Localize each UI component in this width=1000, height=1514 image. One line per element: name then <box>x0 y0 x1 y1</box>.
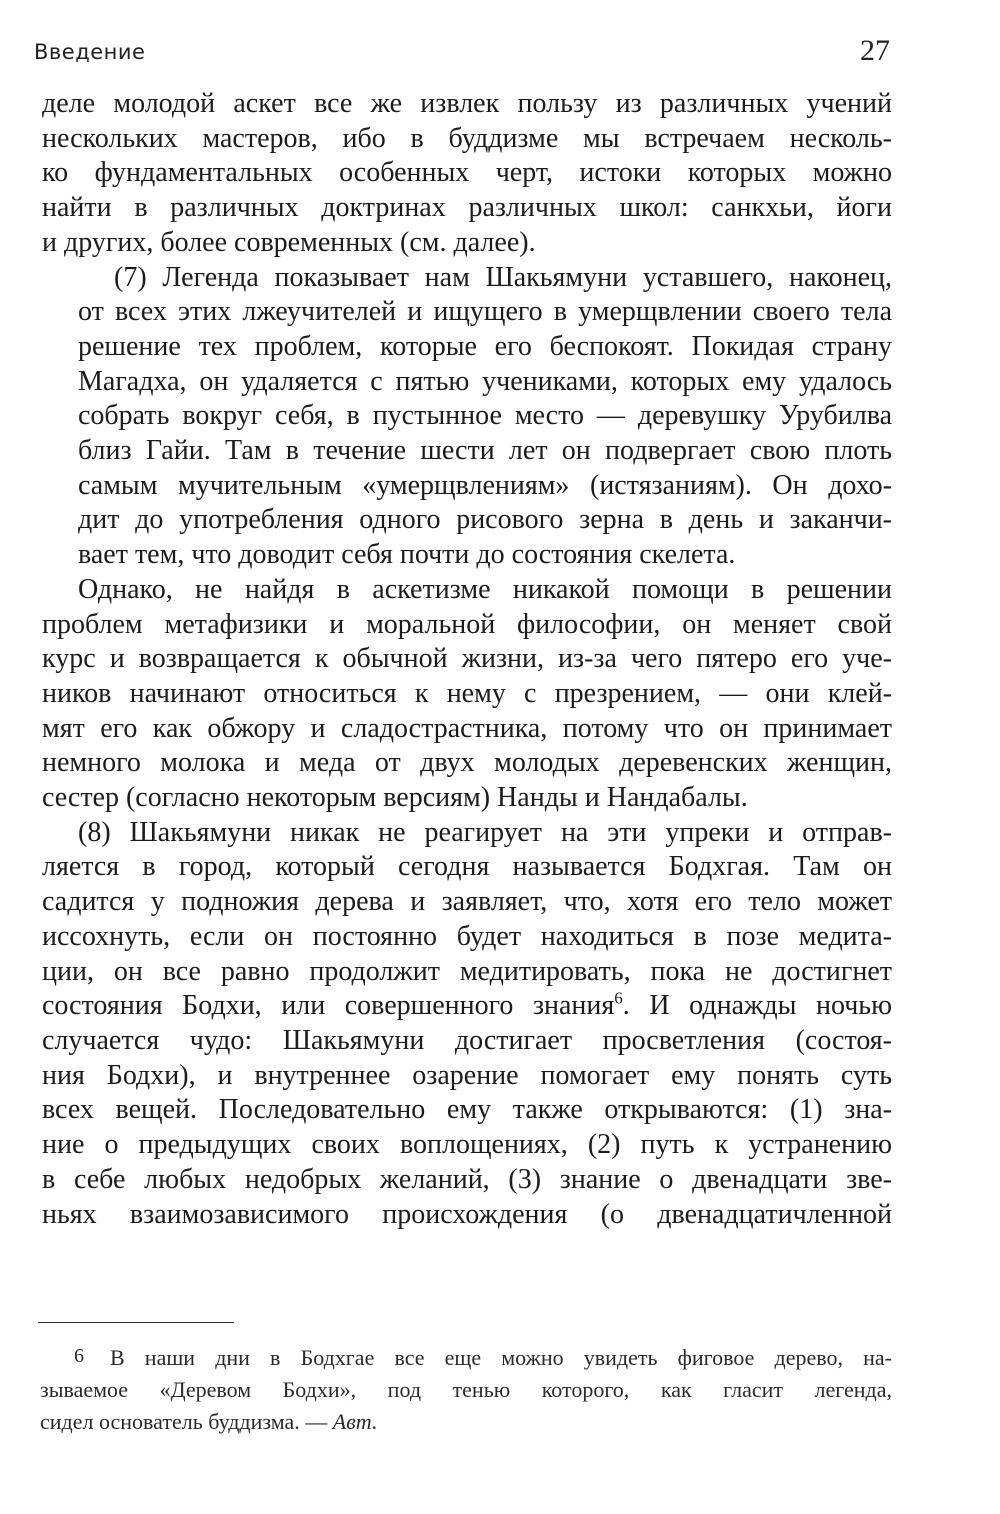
text-line: от всех этих лжеучителей и ищущего в умерщвлении своего тела <box>78 296 892 328</box>
text-line: Однако, не найдя в аскетизме никакой помощи в решении <box>78 573 892 605</box>
footnote-line: В наши дни в Бодхгае все еще можно увидеть фиговое дерево, на- <box>110 1345 892 1370</box>
author-mark: Авт. <box>332 1409 378 1434</box>
text-line: решение тех проблем, которые его беспокоят. Покидая страну <box>78 330 892 362</box>
text-line: найти в различных доктринах различных школ: санкхьи, йоги <box>42 192 892 224</box>
footnote <box>40 1342 892 1438</box>
text-line: мят его как обжору и сладострастника, потому что он принимает <box>42 712 892 744</box>
text-line: (8) Шакьямуни никак не реагирует на эти упреки и отправ- <box>78 816 892 848</box>
text-segment: состояния Бодхи, или совершенного знания <box>42 990 615 1022</box>
text-line: ляется в город, который сегодня называется Бодхгая. Там он <box>42 851 892 883</box>
footnote-number: 6 <box>74 1345 84 1367</box>
footnote-ref[interactable]: 6 <box>614 988 623 1008</box>
text-line: близ Гайи. Там в течение шести лет он подвергает свою плоть <box>78 435 892 467</box>
page-number: 27 <box>860 34 890 67</box>
text-line: иссохнуть, если он постоянно будет находиться в позе медита- <box>42 920 892 952</box>
text-line: всех вещей. Последовательно ему также открываются: (1) зна- <box>42 1094 892 1126</box>
text-line: проблем метафизики и моральной философии, он меняет свой <box>42 608 892 640</box>
text-line: дит до употребления одного рисового зерна в день и заканчи- <box>78 504 892 536</box>
footnote-line: зываемое «Деревом Бодхи», под тенью которого, как гласит легенда, <box>40 1377 892 1402</box>
text-line: ние о предыдущих своих воплощениях, (2) путь к устранению <box>42 1129 892 1161</box>
text-line: садится у подножия дерева и заявляет, что, хотя его тело может <box>42 886 892 918</box>
text-line: деле молодой аскет все же извлек пользу из различных учений <box>42 88 892 119</box>
running-head: Введение <box>34 40 146 64</box>
text-segment: . И однажды ночью <box>622 990 892 1022</box>
text-line: самым мучительным «умерщвлениям» (истязаниям). Он дохо- <box>78 469 892 501</box>
body-text <box>42 87 892 1232</box>
text-line: Магадха, он удаляется с пятью учениками, которых ему удалось <box>78 365 892 397</box>
footnote-segment: сидел основатель буддизма. — <box>40 1409 333 1434</box>
text-line: случается чудо: Шакьямуни достигает просветления (состоя- <box>42 1024 892 1056</box>
paragraph-1 <box>42 87 892 261</box>
footnote-text <box>40 1342 892 1438</box>
text-line: ньях взаимозависимого происхождения (о двенадцатичленной <box>42 1198 892 1230</box>
text-line: (7) Легенда показывает нам Шакьямуни уставшего, наконец, <box>114 261 892 293</box>
paragraph-4 <box>42 816 892 1232</box>
footnote-divider <box>38 1322 234 1323</box>
text-line: ния Бодхи), и внутреннее озарение помогает ему понять суть <box>42 1059 892 1091</box>
text-line: вает тем, что доводит себя почти до состояния скелета. <box>78 539 736 571</box>
text-line: нескольких мастеров, ибо в буддизме мы встречаем несколь- <box>42 122 892 154</box>
text-line: и других, более современных (см. далее). <box>42 226 536 258</box>
footnote-line-last <box>40 1406 892 1438</box>
text-line: собрать вокруг себя, в пустынное место — деревушку Урубилва <box>78 400 892 432</box>
text-line: немного молока и меда от двух молодых деревенских женщин, <box>42 747 892 779</box>
text-line: ции, он все равно продолжит медитировать, пока не достигнет <box>42 955 892 987</box>
text-line: ников начинают относиться к нему с презрением, — они клей- <box>42 677 892 709</box>
text-line: сестер (согласно некоторым версиям) Нанды и Нандабалы. <box>42 782 748 814</box>
text-line-with-footnote-ref <box>42 989 892 1024</box>
paragraph-2 <box>42 261 892 573</box>
text-line: ко фундаментальных особенных черт, истоки которых можно <box>42 157 892 189</box>
text-line: курс и возвращается к обычной жизни, из-за чего пятеро его уче- <box>42 643 892 675</box>
paragraph-3 <box>42 573 892 816</box>
text-line: в себе любых недобрых желаний, (3) знание о двенадцати зве- <box>42 1163 892 1195</box>
